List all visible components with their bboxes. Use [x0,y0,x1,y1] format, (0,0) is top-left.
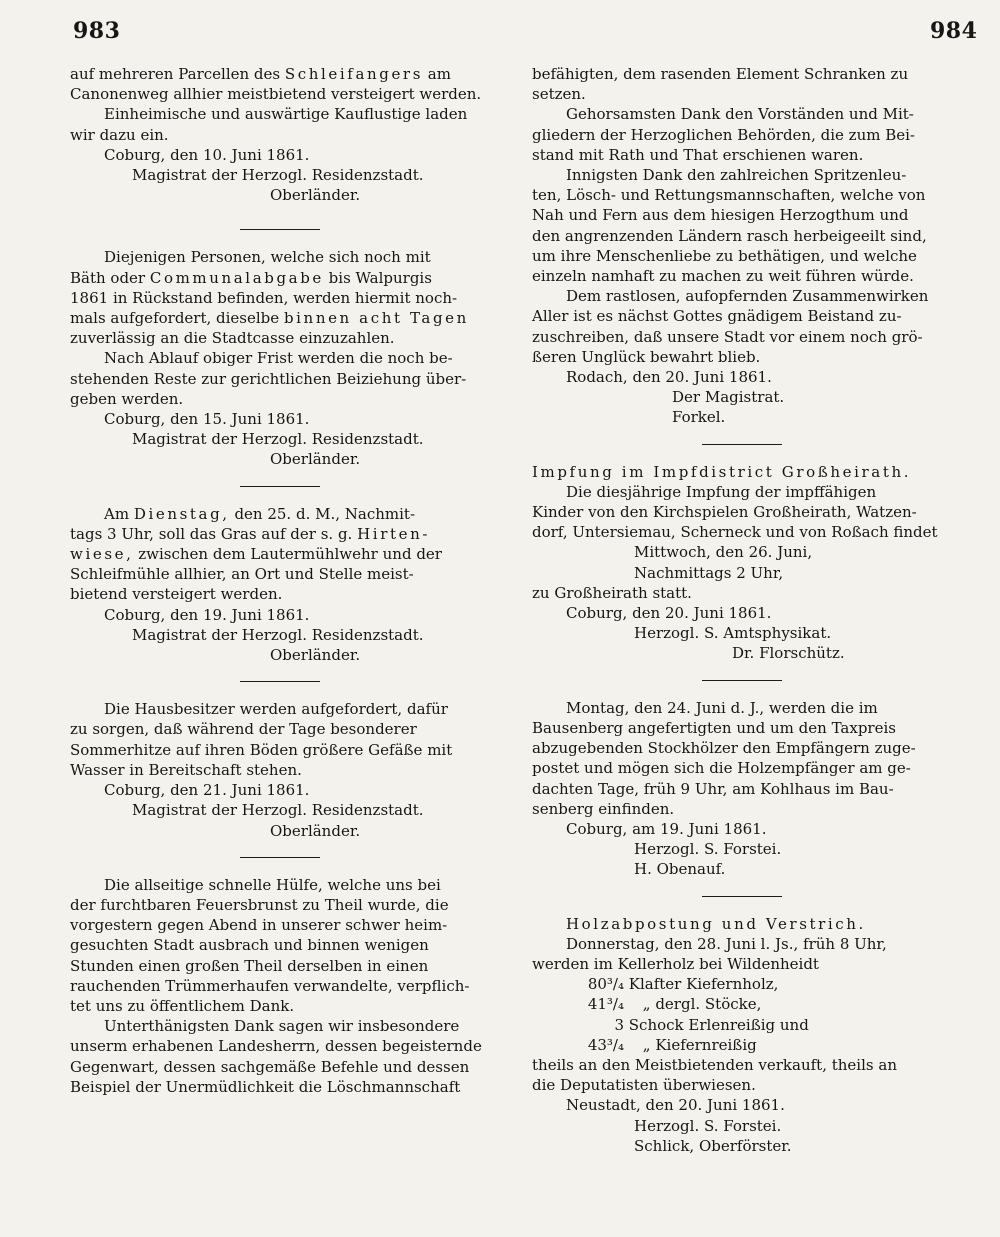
signatory: Oberländer. [270,646,361,665]
text-line: Die Hausbesitzer werden aufgefordert, dafür [104,700,448,719]
text-line: senberg einfinden. [532,799,675,818]
text-line: bietend versteigert werden. [70,585,283,604]
authority: Magistrat der Herzogl. Residenzstadt. [132,801,424,820]
text-line: unserm erhabenen Landesherrn, dessen begeisternde [70,1037,482,1056]
text-line: Montag, den 24. Juni d. J., werden die im [566,698,878,717]
place-date: Coburg, den 19. Juni 1861. [104,605,310,624]
text-line: stand mit Rath und That erschienen waren. [532,145,864,164]
text-line: Innigsten Dank den zahlreichen Spritzenleu- [566,166,907,185]
text-line: wiese, zwischen dem Lautermühlwehr und der [70,545,442,564]
separator-rule [240,857,320,858]
page-number-left: 983 [73,18,121,44]
text-line: Aller ist es nächst Gottes gnädigem Beistand zu- [532,307,902,326]
right-column [532,64,972,1156]
text-line: dorf, Untersiemau, Scherneck und von Roßach findet [532,523,938,542]
text-line: 1861 in Rückstand befinden, werden hiermit noch- [70,288,458,307]
separator-rule [702,896,782,897]
notice-heading: Impfung im Impfdistrict Großheirath. [532,462,912,481]
text-line: werden im Kellerholz bei Wildenheidt [532,954,819,973]
separator-rule [240,681,320,682]
text-line: setzen. [532,85,586,104]
text-line: Nach Ablauf obiger Frist werden die noch be- [104,349,453,368]
text-line: stehenden Reste zur gerichtlichen Beiziehung über- [70,369,467,388]
text-line: postet und mögen sich die Holzempfänger am ge- [532,759,911,778]
text-line: gesuchten Stadt ausbrach und binnen wenigen [70,936,429,955]
text-line: zu sorgen, daß während der Tage besonderer [70,720,417,739]
text-line: tet uns zu öffentlichem Dank. [70,996,295,1015]
place-date: Coburg, am 19. Juni 1861. [566,819,767,838]
authority: Magistrat der Herzogl. Residenzstadt. [132,625,424,644]
wood-items-list [532,974,972,1055]
text-line: um ihre Menschenliebe zu bethätigen, und welche [532,246,917,265]
text-line: ten, Lösch- und Rettungsmannschaften, welche von [532,186,926,205]
text-line: Nah und Fern aus dem hiesigen Herzogthum und [532,206,909,225]
signatory: Oberländer. [270,186,361,205]
text-line: tags 3 Uhr, soll das Gras auf der s. g. Hirten- [70,524,430,543]
text-line: Unterthänigsten Dank sagen wir insbesondere [104,1017,460,1036]
separator-rule [702,680,782,681]
text-line: Beispiel der Unermüdlichkeit die Löschmannschaft [70,1077,461,1096]
separator-rule [240,486,320,487]
place-date: Rodach, den 20. Juni 1861. [566,368,772,387]
authority: Herzogl. S. Amtsphysikat. [634,624,832,643]
text-line: einzeln namhaft zu machen zu weit führen würde. [532,267,914,286]
text-line: abzugebenden Stockhölzer den Empfängern zuge- [532,739,916,758]
left-column [70,64,510,1097]
text-line: Die diesjährige Impfung der impffähigen [566,482,877,501]
page-number-right: 984 [930,18,978,44]
notice-heading: Holzabpostung und Verstrich. [566,914,866,933]
notice-holzabpostung [532,914,972,1156]
notice-water-vessels [70,699,510,840]
text-line: zuschreiben, daß unsere Stadt vor einem noch grö- [532,327,923,346]
place-date: Coburg, den 10. Juni 1861. [104,145,310,164]
separator-rule [240,229,320,230]
signatory: Schlick, Oberförster. [634,1136,792,1155]
text-line: zu Großheirath statt. [532,583,692,602]
text-line: Wasser in Bereitschaft stehen. [70,760,302,779]
text-line: Einheimische und auswärtige Kauflustige laden [104,105,468,124]
text-line: Mittwoch, den 26. Juni, [634,543,813,562]
notice-fire-thanks-continued [532,64,972,428]
text-line: mals aufgefordert, dieselbe binnen acht Tagen [70,309,469,328]
authority: Magistrat der Herzogl. Residenzstadt. [132,430,424,449]
signatory: Dr. Florschütz. [732,644,845,663]
place-date: Coburg, den 15. Juni 1861. [104,410,310,429]
text-line: Gegenwart, dessen sachgemäße Befehle und dessen [70,1057,470,1076]
text-line: der furchtbaren Feuersbrunst zu Theil wurde, die [70,895,449,914]
list-item: 43³/₄ „ Kiefernreißig [587,1035,757,1054]
text-line: befähigten, dem rasenden Element Schranken zu [532,65,909,83]
text-line: Canonenweg allhier meistbietend versteigert werden. [70,85,482,104]
separator-rule [702,444,782,445]
notice-fire-thanks [70,875,510,1097]
list-item: 3 Schock Erlenreißig und [614,1015,809,1034]
list-item: 80³/₄ Klafter Kiefernholz, [587,975,779,994]
text-line: Dem rastlosen, aufopfernden Zusammenwirken [566,287,929,306]
authority: Der Magistrat. [672,388,785,407]
text-line: gliedern der Herzoglichen Behörden, die zum Bei- [532,125,915,144]
text-line: Donnerstag, den 28. Juni l. Js., früh 8 Uhr, [566,934,887,953]
text-line: auf mehreren Parcellen des Schleifangers am [70,65,451,83]
text-line: Die allseitige schnelle Hülfe, welche uns bei [104,875,441,894]
text-line: rauchenden Trümmerhaufen verwandelte, verpflich- [70,976,470,995]
list-item: 41³/₄ „ dergl. Stöcke, [587,995,762,1014]
text-line: dachten Tage, früh 9 Uhr, am Kohlhaus im Bau- [532,779,894,798]
text-line: ßeren Unglück bewahrt blieb. [532,347,761,366]
signatory: Forkel. [672,408,726,427]
text-line: geben werden. [70,389,184,408]
signatory: Oberländer. [270,821,361,840]
text-line: theils an den Meistbietenden verkauft, theils an [532,1055,897,1074]
text-line: Kinder von den Kirchspielen Großheirath, Watzen- [532,503,917,522]
text-line: den angrenzenden Ländern rasch herbeigeeilt sind, [532,226,927,245]
signatory: H. Obenauf. [634,860,726,879]
notice-vaccination [532,462,972,664]
text-line: Schleifmühle allhier, an Ort und Stelle meist- [70,565,414,584]
text-line: zuverlässig an die Stadtcasse einzuzahlen. [70,329,395,348]
notice-communal-tax [70,247,510,469]
authority: Herzogl. S. Forstei. [634,840,782,859]
place-date: Neustadt, den 20. Juni 1861. [566,1096,785,1115]
text-line: Diejenigen Personen, welche sich noch mit [104,248,431,267]
text-line: Bausenberg angefertigten und um den Taxpreis [532,718,896,737]
text-line: Gehorsamsten Dank den Vorständen und Mit- [566,105,914,124]
authority: Herzogl. S. Forstei. [634,1116,782,1135]
text-line: Am Dienstag, den 25. d. M., Nachmit- [104,504,416,523]
place-date: Coburg, den 21. Juni 1861. [104,781,310,800]
text-line: die Deputatisten überwiesen. [532,1076,756,1095]
notice-schleifanger-auction [70,64,510,205]
text-line: Nachmittags 2 Uhr, [634,563,784,582]
text-line: Sommerhitze auf ihren Böden größere Gefäße mit [70,740,453,759]
place-date: Coburg, den 20. Juni 1861. [566,604,772,623]
text-line: Stunden einen großen Theil derselben in einen [70,956,429,975]
notice-hirtenwiese-grass [70,504,510,666]
text-line: wir dazu ein. [70,125,169,144]
text-line: Bäth oder Communalabgabe bis Walpurgis [70,268,432,287]
text-line: vorgestern gegen Abend in unserer schwer heim- [70,916,448,935]
signatory: Oberländer. [270,450,361,469]
authority: Magistrat der Herzogl. Residenzstadt. [132,166,424,185]
notice-stockhoelzer [532,698,972,880]
